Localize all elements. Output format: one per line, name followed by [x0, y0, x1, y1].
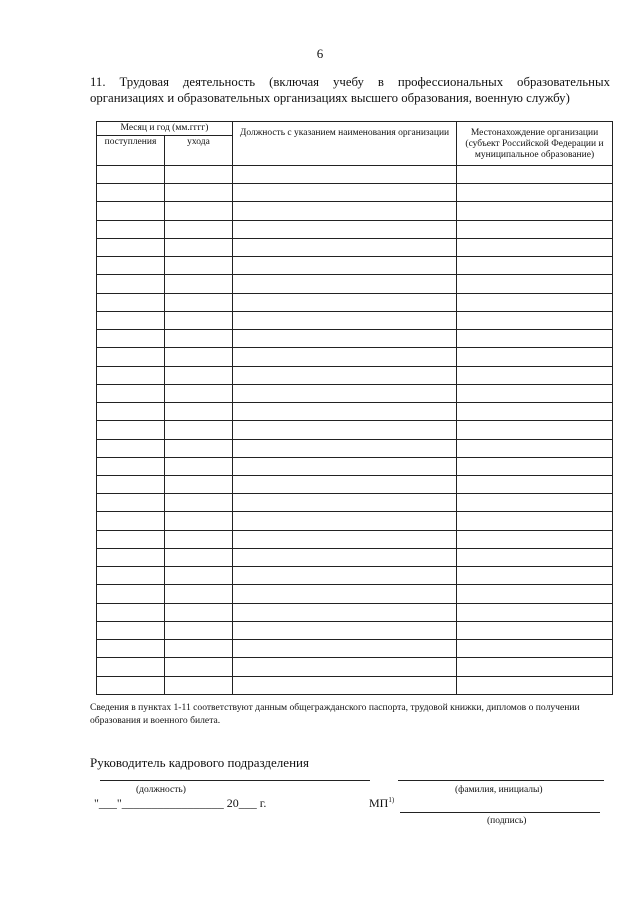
location-cell[interactable] — [457, 184, 613, 202]
position-cell[interactable] — [233, 548, 457, 566]
end-date-cell[interactable] — [165, 366, 233, 384]
end-date-cell[interactable] — [165, 640, 233, 658]
start-date-cell[interactable] — [97, 202, 165, 220]
location-cell[interactable] — [457, 384, 613, 402]
table-row — [97, 202, 613, 220]
location-cell[interactable] — [457, 548, 613, 566]
start-date-cell[interactable] — [97, 421, 165, 439]
start-date-cell[interactable] — [97, 567, 165, 585]
start-date-cell[interactable] — [97, 512, 165, 530]
table-row — [97, 238, 613, 256]
location-cell[interactable] — [457, 640, 613, 658]
table-row — [97, 166, 613, 184]
location-cell[interactable] — [457, 275, 613, 293]
seal-footnote: 1) — [388, 796, 395, 804]
signature-line[interactable] — [400, 812, 600, 813]
table-row — [97, 421, 613, 439]
location-cell[interactable] — [457, 439, 613, 457]
end-date-header: ухода — [165, 136, 233, 166]
start-date-cell[interactable] — [97, 621, 165, 639]
start-date-cell[interactable] — [97, 530, 165, 548]
start-date-cell[interactable] — [97, 311, 165, 329]
end-date-cell[interactable] — [165, 330, 233, 348]
position-cell[interactable] — [233, 403, 457, 421]
end-date-cell[interactable] — [165, 530, 233, 548]
position-caption: (должность) — [136, 785, 186, 795]
end-date-cell[interactable] — [165, 603, 233, 621]
month-year-header: Месяц и год (мм.гггг) — [97, 122, 233, 136]
location-cell[interactable] — [457, 202, 613, 220]
name-line[interactable] — [398, 780, 604, 781]
end-date-cell[interactable] — [165, 202, 233, 220]
position-cell[interactable] — [233, 475, 457, 493]
end-date-cell[interactable] — [165, 475, 233, 493]
position-cell[interactable] — [233, 439, 457, 457]
end-date-cell[interactable] — [165, 166, 233, 184]
seal-label — [369, 796, 394, 811]
position-cell[interactable] — [233, 202, 457, 220]
start-date-cell[interactable] — [97, 220, 165, 238]
position-cell[interactable] — [233, 457, 457, 475]
position-cell[interactable] — [233, 348, 457, 366]
table-row — [97, 457, 613, 475]
start-date-cell[interactable] — [97, 403, 165, 421]
location-cell[interactable] — [457, 530, 613, 548]
table-row — [97, 475, 613, 493]
table-row — [97, 366, 613, 384]
location-cell[interactable] — [457, 512, 613, 530]
table-row — [97, 384, 613, 402]
location-cell[interactable] — [457, 567, 613, 585]
end-date-cell[interactable] — [165, 257, 233, 275]
end-date-cell[interactable] — [165, 421, 233, 439]
start-date-cell[interactable] — [97, 439, 165, 457]
position-cell[interactable] — [233, 603, 457, 621]
start-date-cell[interactable] — [97, 330, 165, 348]
start-date-cell[interactable] — [97, 676, 165, 694]
position-cell[interactable] — [233, 166, 457, 184]
location-cell[interactable] — [457, 311, 613, 329]
location-header: Местонахождение организации (субъект Российской Федерации и муниципальное образование) — [457, 122, 613, 166]
start-date-cell[interactable] — [97, 640, 165, 658]
location-cell[interactable] — [457, 166, 613, 184]
end-date-cell[interactable] — [165, 220, 233, 238]
position-cell[interactable] — [233, 640, 457, 658]
position-cell[interactable] — [233, 238, 457, 256]
table-row — [97, 603, 613, 621]
position-line[interactable] — [100, 780, 370, 781]
position-header: Должность с указанием наименования организации — [233, 122, 457, 166]
position-cell[interactable] — [233, 330, 457, 348]
location-cell[interactable] — [457, 585, 613, 603]
location-cell[interactable] — [457, 238, 613, 256]
location-cell[interactable] — [457, 676, 613, 694]
end-date-cell[interactable] — [165, 184, 233, 202]
location-cell[interactable] — [457, 293, 613, 311]
position-cell[interactable] — [233, 384, 457, 402]
table-row — [97, 348, 613, 366]
end-date-cell[interactable] — [165, 512, 233, 530]
table-row — [97, 676, 613, 694]
position-cell[interactable] — [233, 220, 457, 238]
end-date-cell[interactable] — [165, 403, 233, 421]
page-number: 6 — [316, 46, 324, 61]
location-cell[interactable] — [457, 348, 613, 366]
position-cell[interactable] — [233, 421, 457, 439]
start-date-cell[interactable] — [97, 293, 165, 311]
date-line[interactable]: "___"_________________ 20___ г. — [94, 796, 267, 810]
start-date-cell[interactable] — [97, 494, 165, 512]
table-row — [97, 330, 613, 348]
position-cell[interactable] — [233, 366, 457, 384]
end-date-cell[interactable] — [165, 311, 233, 329]
position-cell[interactable] — [233, 257, 457, 275]
end-date-cell[interactable] — [165, 293, 233, 311]
location-cell[interactable] — [457, 457, 613, 475]
section-heading: 11. Трудовая деятельность (включая учебу в профессиональных образовательных организациях и образовательных организациях высшего образования, военную службу) — [90, 75, 610, 105]
start-date-cell[interactable] — [97, 348, 165, 366]
table-row — [97, 184, 613, 202]
position-cell[interactable] — [233, 658, 457, 676]
start-date-cell[interactable] — [97, 585, 165, 603]
table-row — [97, 567, 613, 585]
end-date-cell[interactable] — [165, 676, 233, 694]
start-date-cell[interactable] — [97, 275, 165, 293]
position-cell[interactable] — [233, 275, 457, 293]
table-row — [97, 585, 613, 603]
start-date-cell[interactable] — [97, 166, 165, 184]
table-row — [97, 257, 613, 275]
table-row — [97, 311, 613, 329]
end-date-cell[interactable] — [165, 238, 233, 256]
start-date-cell[interactable] — [97, 658, 165, 676]
start-date-cell[interactable] — [97, 184, 165, 202]
position-cell[interactable] — [233, 184, 457, 202]
name-caption: (фамилия, инициалы) — [455, 785, 543, 795]
start-date-cell[interactable] — [97, 238, 165, 256]
start-date-header: поступления — [97, 136, 165, 166]
end-date-cell[interactable] — [165, 384, 233, 402]
location-cell[interactable] — [457, 603, 613, 621]
location-cell[interactable] — [457, 257, 613, 275]
start-date-cell[interactable] — [97, 603, 165, 621]
table-row — [97, 494, 613, 512]
table-row — [97, 530, 613, 548]
end-date-cell[interactable] — [165, 457, 233, 475]
table-row — [97, 220, 613, 238]
table-row — [97, 403, 613, 421]
table-body — [97, 166, 613, 695]
end-date-cell[interactable] — [165, 548, 233, 566]
table-row — [97, 548, 613, 566]
end-date-cell[interactable] — [165, 621, 233, 639]
location-cell[interactable] — [457, 494, 613, 512]
seal-text: МП — [369, 796, 389, 810]
location-cell[interactable] — [457, 658, 613, 676]
signature-caption: (подпись) — [487, 816, 527, 826]
position-cell[interactable] — [233, 512, 457, 530]
position-cell[interactable] — [233, 567, 457, 585]
table-row — [97, 621, 613, 639]
location-cell[interactable] — [457, 403, 613, 421]
table-row — [97, 275, 613, 293]
table-row — [97, 439, 613, 457]
end-date-cell[interactable] — [165, 348, 233, 366]
hr-head-title: Руководитель кадрового подразделения — [90, 755, 309, 770]
end-date-cell[interactable] — [165, 585, 233, 603]
position-cell[interactable] — [233, 494, 457, 512]
location-cell[interactable] — [457, 220, 613, 238]
start-date-cell[interactable] — [97, 475, 165, 493]
table-row — [97, 293, 613, 311]
position-cell[interactable] — [233, 311, 457, 329]
start-date-cell[interactable] — [97, 366, 165, 384]
position-cell[interactable] — [233, 621, 457, 639]
start-date-cell[interactable] — [97, 457, 165, 475]
employment-table — [96, 121, 613, 695]
end-date-cell[interactable] — [165, 494, 233, 512]
end-date-cell[interactable] — [165, 275, 233, 293]
location-cell[interactable] — [457, 621, 613, 639]
table-row — [97, 640, 613, 658]
footnote: Сведения в пунктах 1-11 соответствуют данным общегражданского паспорта, трудовой книжки, дипломов о получении образования и военного билета. — [90, 702, 580, 726]
table-row — [97, 512, 613, 530]
end-date-cell[interactable] — [165, 567, 233, 585]
start-date-cell[interactable] — [97, 548, 165, 566]
end-date-cell[interactable] — [165, 658, 233, 676]
start-date-cell[interactable] — [97, 384, 165, 402]
end-date-cell[interactable] — [165, 439, 233, 457]
location-cell[interactable] — [457, 421, 613, 439]
position-cell[interactable] — [233, 293, 457, 311]
start-date-cell[interactable] — [97, 257, 165, 275]
table-row — [97, 658, 613, 676]
position-cell[interactable] — [233, 585, 457, 603]
location-cell[interactable] — [457, 475, 613, 493]
location-cell[interactable] — [457, 366, 613, 384]
position-cell[interactable] — [233, 676, 457, 694]
location-cell[interactable] — [457, 330, 613, 348]
position-cell[interactable] — [233, 530, 457, 548]
